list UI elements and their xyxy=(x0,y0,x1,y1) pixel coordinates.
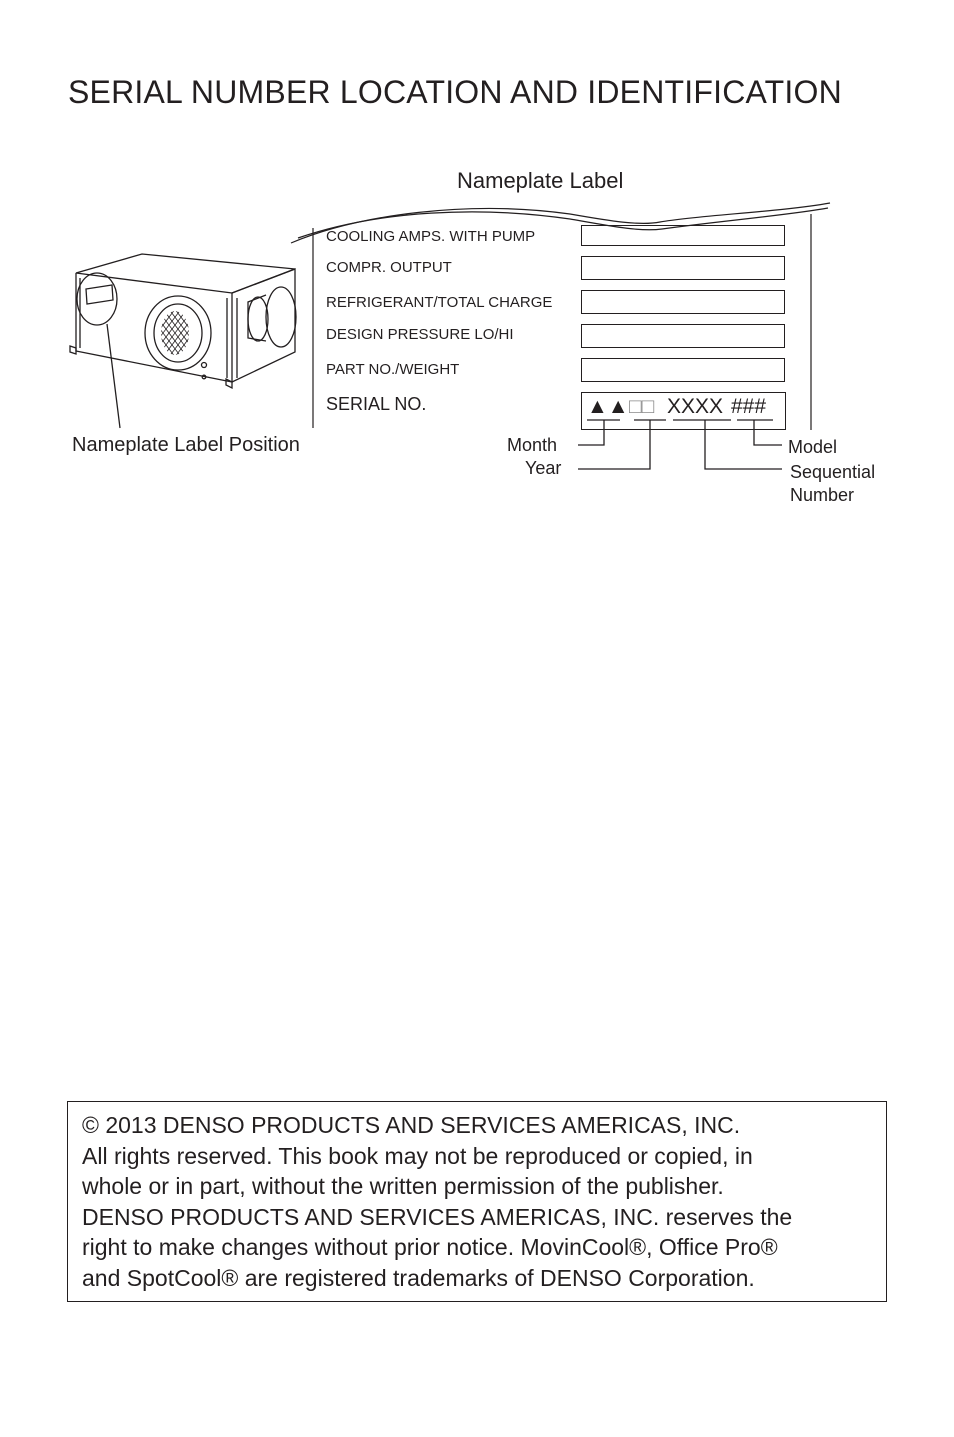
nameplate-row-compr-output: COMPR. OUTPUT xyxy=(326,259,452,276)
copyright-line: © 2013 DENSO PRODUCTS AND SERVICES AMERICAS, INC. xyxy=(82,1112,741,1138)
nameplate-field-refrigerant xyxy=(581,290,785,314)
copyright-line: All rights reserved. This book may not be reproduced or copied, in xyxy=(82,1142,753,1169)
serial-no-label: SERIAL NO. xyxy=(326,394,427,414)
nameplate-field-cooling-amps xyxy=(581,225,785,246)
serial-year-code: □□ xyxy=(629,395,655,418)
unit-illustration xyxy=(70,254,296,428)
callout-sequential: Sequential xyxy=(790,462,876,482)
nameplate-position-label: Nameplate Label Position xyxy=(72,434,300,456)
serial-model-code: ### xyxy=(731,395,767,418)
nameplate-row-part-no: PART NO./WEIGHT xyxy=(326,361,460,378)
nameplate-title: Nameplate Label xyxy=(457,168,624,193)
callout-number: Number xyxy=(790,485,855,505)
copyright-notice xyxy=(67,1101,887,1302)
nameplate-field-part-no xyxy=(581,358,785,382)
serial-month-code: ▲▲ xyxy=(587,395,629,418)
nameplate-field-compr-output xyxy=(581,256,785,280)
copyright-line: whole or in part, without the written permission of the publisher. xyxy=(82,1173,724,1199)
copyright-line: and SpotCool® are registered trademarks of DENSO Corporation. xyxy=(82,1264,755,1291)
nameplate-row-cooling-amps: COOLING AMPS. WITH PUMP xyxy=(326,228,536,245)
callout-month: Month xyxy=(507,435,558,455)
nameplate-field-design-pressure xyxy=(581,324,785,348)
callout-year: Year xyxy=(525,458,562,478)
serial-code xyxy=(587,395,766,419)
nameplate-row-design-pressure: DESIGN PRESSURE LO/HI xyxy=(326,326,514,343)
copyright-line: right to make changes without prior notice. MovinCool®, Office Pro® xyxy=(82,1234,778,1260)
callout-model: Model xyxy=(788,437,838,457)
serial-sequential-code: XXXX xyxy=(667,395,724,418)
page-title: SERIAL NUMBER LOCATION AND IDENTIFICATION xyxy=(68,74,842,110)
copyright-line: DENSO PRODUCTS AND SERVICES AMERICAS, INC. reserves the xyxy=(82,1203,793,1230)
nameplate-row-refrigerant: REFRIGERANT/TOTAL CHARGE xyxy=(326,294,553,311)
